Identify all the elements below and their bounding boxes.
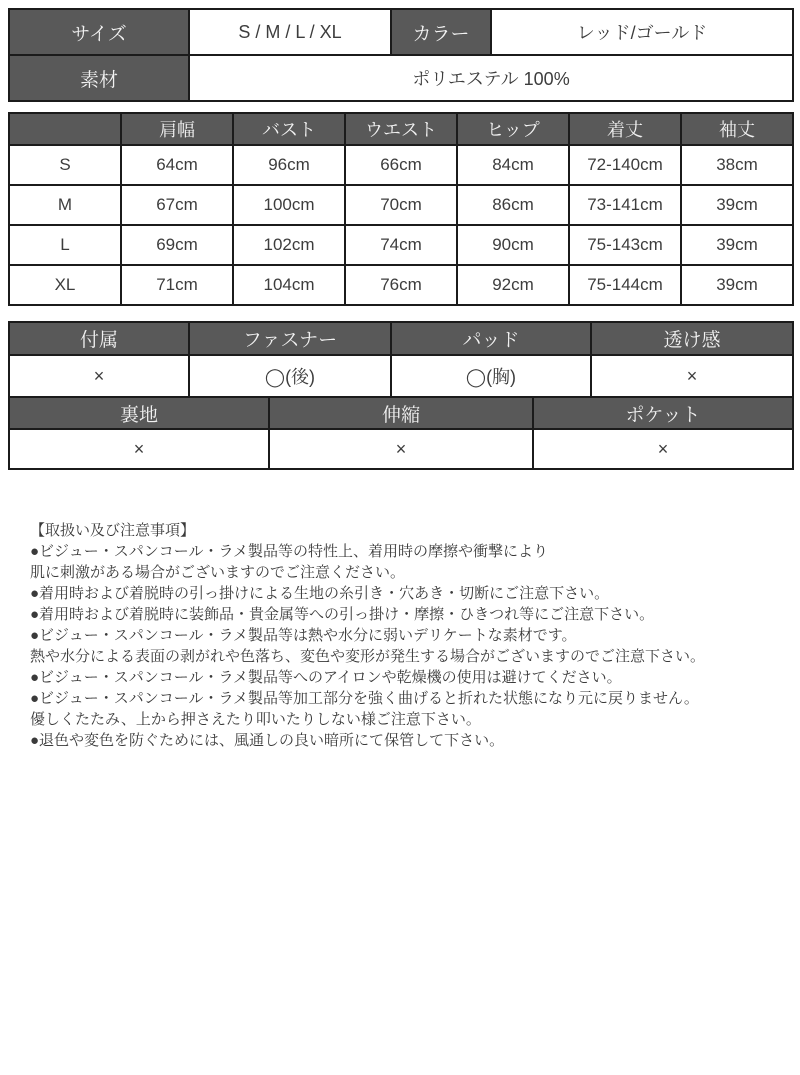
material-label-cell: 素材	[9, 55, 189, 101]
measurement-cell: 92cm	[457, 265, 569, 305]
measurement-cell: 75-144cm	[569, 265, 681, 305]
care-note-line: ●着用時および着脱時に装飾品・貴金属等への引っ掛け・摩擦・ひきつれ等にご注意下さい。	[30, 606, 655, 623]
measurement-cell: 69cm	[121, 225, 233, 265]
features-table-1	[8, 321, 794, 398]
feature-value-cell: ×	[533, 429, 793, 469]
size-label-cell: サイズ	[9, 9, 189, 55]
measurement-column-header	[9, 113, 121, 145]
feature-header-cell: 付属	[9, 322, 189, 355]
table-row	[9, 185, 793, 225]
color-label-cell: カラー	[391, 9, 491, 55]
feature-value-cell: ◯(胸)	[391, 355, 591, 397]
measurement-cell: 39cm	[681, 225, 793, 265]
table-header-row	[9, 397, 793, 429]
size-value-cell: S / M / L / XL	[189, 9, 391, 55]
care-note-line: ●ビジュー・スパンコール・ラメ製品等へのアイロンや乾燥機の使用は避けてください。	[30, 669, 622, 686]
table-row	[9, 225, 793, 265]
feature-header-cell: 裏地	[9, 397, 269, 429]
measurement-cell: 76cm	[345, 265, 457, 305]
care-notes-title: 【取扱い及び注意事項】	[30, 522, 196, 539]
measurement-column-header: ヒップ	[457, 113, 569, 145]
table-row	[9, 145, 793, 185]
measurement-cell: 104cm	[233, 265, 345, 305]
measurement-cell: 100cm	[233, 185, 345, 225]
product-spec-table	[8, 8, 794, 102]
measurement-cell: 96cm	[233, 145, 345, 185]
measurement-cell: 66cm	[345, 145, 457, 185]
care-note-line: ●退色や変色を防ぐためには、風通しの良い暗所にて保管して下さい。	[30, 732, 505, 749]
feature-value-cell: ×	[9, 429, 269, 469]
feature-header-cell: ファスナー	[189, 322, 391, 355]
measurement-cell: 71cm	[121, 265, 233, 305]
measurement-cell: 67cm	[121, 185, 233, 225]
measurement-cell: 39cm	[681, 265, 793, 305]
feature-value-cell: ×	[591, 355, 793, 397]
measurement-cell: 39cm	[681, 185, 793, 225]
size-name-cell: L	[9, 225, 121, 265]
table-row	[9, 265, 793, 305]
measurement-cell: 90cm	[457, 225, 569, 265]
measurement-column-header: バスト	[233, 113, 345, 145]
feature-header-cell: パッド	[391, 322, 591, 355]
measurement-cell: 70cm	[345, 185, 457, 225]
measurement-column-header: 袖丈	[681, 113, 793, 145]
size-measurements-table	[8, 112, 794, 306]
feature-value-cell: ×	[9, 355, 189, 397]
table-row	[9, 55, 793, 101]
table-row	[9, 9, 793, 55]
care-note-line: 熱や水分による表面の剥がれや色落ち、変色や変形が発生する場合がございますのでご注意下さい。	[30, 648, 706, 665]
care-note-line: ●ビジュー・スパンコール・ラメ製品等の特性上、着用時の摩擦や衝撃により	[30, 543, 549, 560]
feature-header-cell: 伸縮	[269, 397, 533, 429]
care-note-line: ●ビジュー・スパンコール・ラメ製品等は熱や水分に弱いデリケートな素材です。	[30, 627, 577, 644]
measurement-cell: 86cm	[457, 185, 569, 225]
measurement-cell: 72-140cm	[569, 145, 681, 185]
measurement-cell: 38cm	[681, 145, 793, 185]
color-value-cell: レッド/ゴールド	[491, 9, 793, 55]
measurement-cell: 64cm	[121, 145, 233, 185]
measurement-cell: 75-143cm	[569, 225, 681, 265]
measurement-cell: 84cm	[457, 145, 569, 185]
measurement-cell: 74cm	[345, 225, 457, 265]
measurement-cell: 73-141cm	[569, 185, 681, 225]
table-header-row	[9, 322, 793, 355]
feature-value-cell: ◯(後)	[189, 355, 391, 397]
measurement-column-header: 肩幅	[121, 113, 233, 145]
care-note-line: 優しくたたみ、上から押さえたり叩いたりしない様ご注意下さい。	[30, 711, 481, 728]
measurement-column-header: 着丈	[569, 113, 681, 145]
table-header-row	[9, 113, 793, 145]
care-note-line: 肌に刺激がある場合がございますのでご注意ください。	[30, 564, 406, 581]
table-row	[9, 429, 793, 469]
measurement-cell: 102cm	[233, 225, 345, 265]
size-name-cell: S	[9, 145, 121, 185]
care-note-line: ●ビジュー・スパンコール・ラメ製品等加工部分を強く曲げると折れた状態になり元に戻りません。	[30, 690, 699, 707]
feature-header-cell: 透け感	[591, 322, 793, 355]
care-note-line: ●着用時および着脱時の引っ掛けによる生地の糸引き・穴あき・切断にご注意下さい。	[30, 585, 610, 602]
features-table-2	[8, 396, 794, 470]
care-notes	[30, 520, 780, 751]
table-row	[9, 355, 793, 397]
feature-value-cell: ×	[269, 429, 533, 469]
feature-header-cell: ポケット	[533, 397, 793, 429]
size-name-cell: XL	[9, 265, 121, 305]
measurement-column-header: ウエスト	[345, 113, 457, 145]
size-name-cell: M	[9, 185, 121, 225]
material-value-cell: ポリエステル 100%	[189, 55, 793, 101]
